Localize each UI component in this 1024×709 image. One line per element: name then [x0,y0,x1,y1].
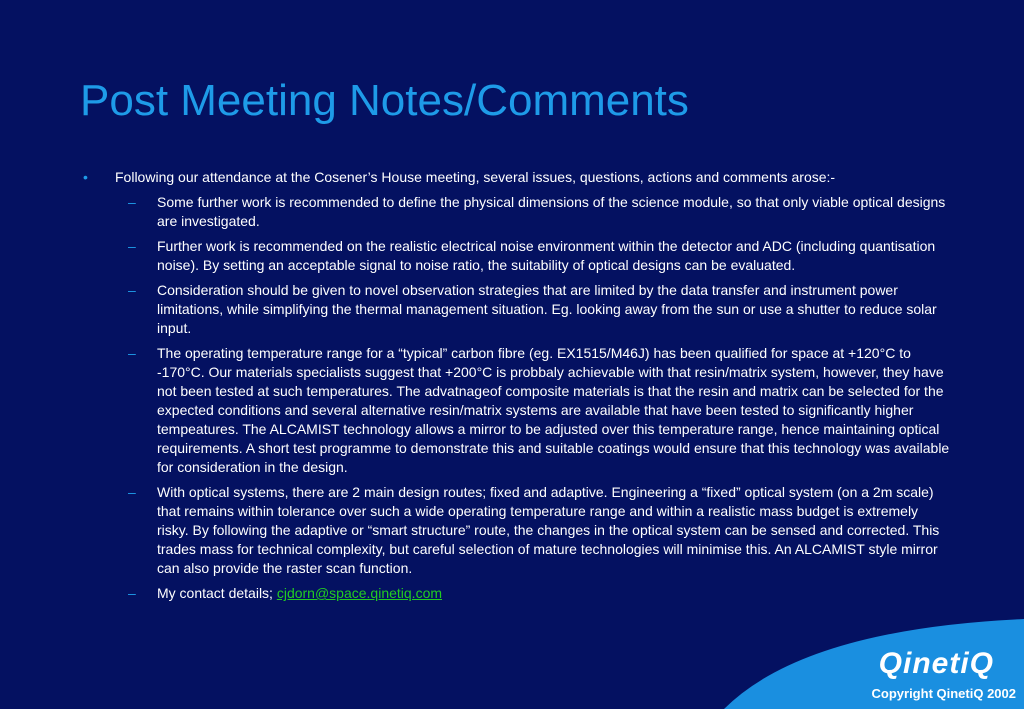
list-item [80,281,950,338]
list-item-text: Some further work is recommended to define the physical dimensions of the science module, so that only viable optical designs are investigated. [157,194,946,229]
dash-icon: – [128,585,136,601]
list-item-text: The operating temperature range for a “typical” carbon fibre (eg. EX1515/M46J) has been qualified for space at +120°C to -170°C. Our materials specialists suggest that +200°C is probbaly achievable with that resin/matrix system, however, they have not been tested at such temperatures. The advatnageof composite materials is that the resin and matrix can be selected for the expected conditions and several alternative resin/matrix systems are available that have been tested to significantly higher tempeatures. The ALCAMIST technology allows a mirror to be adjusted over this temperature range, hence maintaining optical requirements. A short test programme to demonstrate this and suitable coatings would ensure that this technology was available for consideration in the design. [157,345,950,475]
contact-email-link[interactable]: cjdorn@space.qinetiq.com [276,585,443,601]
dash-icon: – [128,238,136,254]
copyright-text: Copyright QinetiQ 2002 [871,686,1016,701]
contact-label: My contact details; [157,585,277,601]
list-item-text: With optical systems, there are 2 main design routes; fixed and adaptive. Engineering a “fixed” optical system (on a 2m scale) that remains within tolerance over such a wide operating temperature range and within a realistic mass budget is extremely risky. By following the adaptive or “smart structure” route, the changes in the optical system can be sensed and corrected. This trades mass for technical complexity, but careful selection of mature technologies will minimise this. An ALCAMIST style mirror can also provide the raster scan function. [157,484,940,576]
list-item-text: Consideration should be given to novel observation strategies that are limited by the data transfer and instrument power limitations, while simplifying the thermal management situation. Eg. looking away from the sun or use a shutter to reduce solar input. [157,282,937,336]
list-item [80,237,950,275]
qinetiq-logo: QinetiQ [878,647,994,680]
list-item [80,193,950,231]
list-item [80,344,950,477]
bullet-icon: • [83,169,88,185]
page-title: Post Meeting Notes/Comments [80,76,689,125]
list-item-text: Further work is recommended on the realistic electrical noise environment within the detector and ADC (including quantisation noise). By setting an acceptable signal to noise ratio, the suitability of optical designs can be evaluated. [157,238,936,273]
list-item [80,483,950,578]
notes-content [80,168,950,609]
contact-item [80,584,950,603]
intro-bullet [80,168,950,187]
dash-icon: – [128,484,136,500]
dash-icon: – [128,194,136,210]
dash-icon: – [128,282,136,298]
dash-icon: – [128,345,136,361]
intro-text: Following our attendance at the Cosener’s House meeting, several issues, questions, actions and comments arose:- [115,169,836,185]
